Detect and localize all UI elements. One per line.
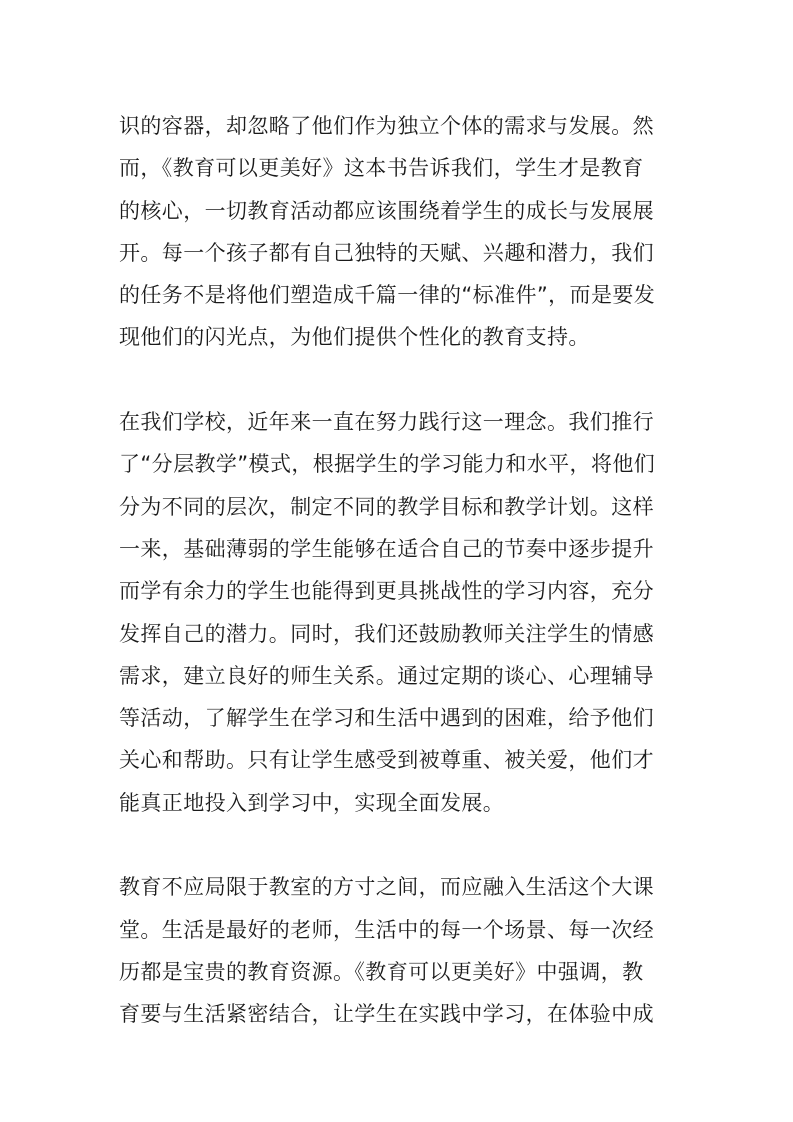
paragraph-line: 分为不同的层次，制定不同的教学目标和教学计划。这样 — [119, 494, 654, 519]
paragraph-line: 历都是宝贵的教育资源。《教育可以更美好》中强调，教 — [119, 959, 644, 984]
paragraph-line: 的核心，一切教育活动都应该围绕着学生的成长与发展展 — [119, 198, 654, 223]
paragraph-line: 需求，建立良好的师生关系。通过定期的谈心、心理辅导 — [119, 663, 654, 688]
paragraph-line: 能真正地投入到学习中，实现全面发展。 — [119, 790, 505, 815]
paragraph-2 — [119, 401, 679, 824]
paragraph-line: 一来，基础薄弱的学生能够在适合自己的节奏中逐步提升 — [119, 536, 654, 561]
paragraph-line: 等活动，了解学生在学习和生活中遇到的困难，给予他们 — [119, 706, 654, 731]
paragraph-line: 堂。生活是最好的老师，生活中的每一个场景、每一次经 — [119, 917, 654, 942]
paragraph-1 — [119, 105, 679, 359]
paragraph-line: 在我们学校，近年来一直在努力践行这一理念。我们推行 — [119, 410, 654, 435]
paragraph-line: 现他们的闪光点，为他们提供个性化的教育支持。 — [119, 325, 590, 350]
paragraph-line: 教育不应局限于教室的方寸之间，而应融入生活这个大课 — [119, 875, 654, 900]
paragraph-line: 发挥自己的潜力。同时，我们还鼓励教师关注学生的情感 — [119, 621, 654, 646]
paragraph-line: 了“分层教学”模式，根据学生的学习能力和水平，将他们 — [119, 452, 656, 477]
paragraph-line: 而，《教育可以更美好》这本书告诉我们，学生才是教育 — [119, 156, 644, 181]
paragraph-line: 关心和帮助。只有让学生感受到被尊重、被关爱，他们才 — [119, 748, 654, 773]
paragraph-3 — [119, 866, 679, 1035]
paragraph-line: 识的容器，却忽略了他们作为独立个体的需求与发展。然 — [119, 114, 654, 138]
paragraph-line: 而学有余力的学生也能得到更具挑战性的学习内容，充分 — [119, 579, 654, 604]
document-body — [119, 105, 679, 1036]
paragraph-line: 开。每一个孩子都有自己独特的天赋、兴趣和潜力，我们 — [119, 240, 654, 265]
paragraph-line: 育要与生活紧密结合，让学生在实践中学习，在体验中成 — [119, 1002, 654, 1027]
paragraph-line: 的任务不是将他们塑造成千篇一律的“标准件”，而是要发 — [119, 283, 656, 308]
